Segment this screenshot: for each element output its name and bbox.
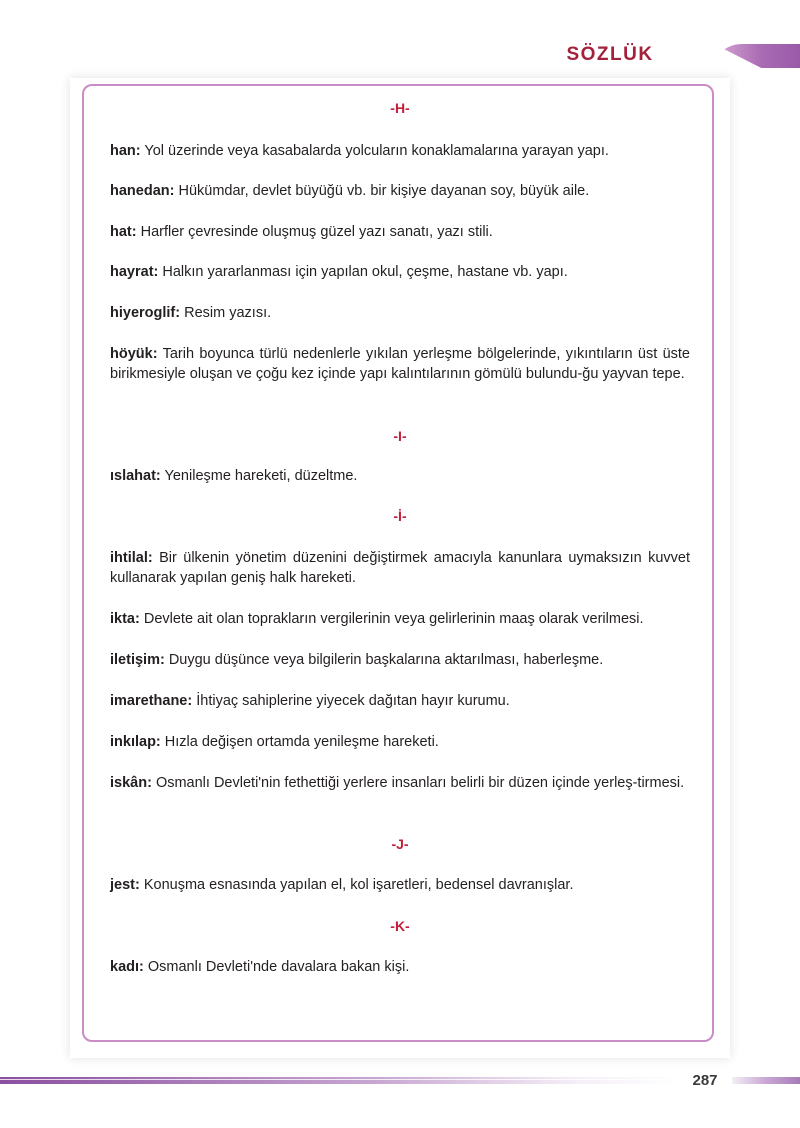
entry-definition: Resim yazısı. xyxy=(180,305,272,321)
entry-definition: Osmanlı Devleti'nin fethettiği yerlere insanları belirli bir düzen içinde yerleş-tirmesi. xyxy=(151,775,685,791)
entry-term: hanedan: xyxy=(110,183,175,199)
section-letter-h: -H- xyxy=(390,100,410,116)
entry-definition: Hükümdar, devlet büyüğü vb. bir kişiye dayanan soy, büyük aile. xyxy=(174,183,590,199)
entry-definition: Devlete ait olan toprakların vergilerinin veya gelirlerinin maaş olarak verilmesi. xyxy=(139,611,644,627)
glossary-entry xyxy=(110,732,690,752)
glossary-entry xyxy=(110,466,690,486)
entry-term: kadı: xyxy=(110,959,144,975)
glossary-entry xyxy=(110,650,690,670)
section-letter-i: -I- xyxy=(393,428,407,444)
entry-definition: Harfler çevresinde oluşmuş güzel yazı sanatı, yazı stili. xyxy=(136,224,493,240)
glossary-entry xyxy=(110,344,690,384)
glossary-entry xyxy=(110,773,690,793)
entry-definition: Bir ülkenin yönetim düzenini değiştirmek amacıyla kanunlara uymaksızın kuvvet kullanarak yapılan geniş halk hareketi. xyxy=(110,550,690,586)
entry-definition: Yol üzerinde veya kasabalarda yolcuların konaklamalarına yarayan yapı. xyxy=(140,143,609,159)
entry-term: iskân: xyxy=(110,775,152,791)
entry-term: hayrat: xyxy=(110,264,159,280)
entry-term: han: xyxy=(110,143,141,159)
footer-decorative-line-right xyxy=(732,1077,800,1084)
entry-definition: Konuşma esnasında yapılan el, kol işaretleri, bedensel davranışlar. xyxy=(139,877,574,893)
header-decorative-tab xyxy=(714,44,800,68)
glossary-entry xyxy=(110,548,690,588)
entry-definition: Hızla değişen ortamda yenileşme hareketi. xyxy=(160,734,439,750)
glossary-entry xyxy=(110,303,690,323)
footer-decorative-line-left xyxy=(0,1077,680,1084)
entry-term: imarethane: xyxy=(110,693,193,709)
entry-term: iletişim: xyxy=(110,652,165,668)
page-number: 287 xyxy=(692,1072,718,1089)
entry-term: ihtilal: xyxy=(110,550,153,566)
entry-term: höyük: xyxy=(110,346,158,362)
glossary-entry xyxy=(110,262,690,282)
entry-definition: Osmanlı Devleti'nde davalara bakan kişi. xyxy=(143,959,410,975)
entry-term: inkılap: xyxy=(110,734,161,750)
entry-definition: Tarih boyunca türlü nedenlerle yıkılan yerleşme bölgelerinde, yıkıntıların üst üste birikmesiyle oluşan ve çoğu kez içinde yapı kalıntılarının gömülü bulundu-ğu yayvan tepe. xyxy=(110,346,690,382)
entry-definition: Halkın yararlanması için yapılan okul, çeşme, hastane vb. yapı. xyxy=(158,264,568,280)
entry-term: jest: xyxy=(110,877,140,893)
glossary-entry xyxy=(110,222,690,242)
entry-definition: İhtiyaç sahiplerine yiyecek dağıtan hayır kurumu. xyxy=(192,693,510,709)
entry-term: ikta: xyxy=(110,611,140,627)
glossary-entry xyxy=(110,141,690,161)
glossary-entry xyxy=(110,181,690,201)
glossary-entry xyxy=(110,957,690,977)
section-letter-i-dotted: -İ- xyxy=(393,508,407,524)
entry-term: hiyeroglif: xyxy=(110,305,181,321)
glossary-entry xyxy=(110,875,690,895)
section-letter-k: -K- xyxy=(390,918,410,934)
glossary-entry xyxy=(110,691,690,711)
page-section-title: SÖZLÜK xyxy=(566,44,654,65)
glossary-entry xyxy=(110,609,690,629)
entry-definition: Duygu düşünce veya bilgilerin başkalarına aktarılması, haberleşme. xyxy=(164,652,604,668)
section-letter-j: -J- xyxy=(391,836,409,852)
entry-term: ıslahat: xyxy=(110,468,161,484)
entry-definition: Yenileşme hareketi, düzeltme. xyxy=(160,468,358,484)
entry-term: hat: xyxy=(110,224,137,240)
